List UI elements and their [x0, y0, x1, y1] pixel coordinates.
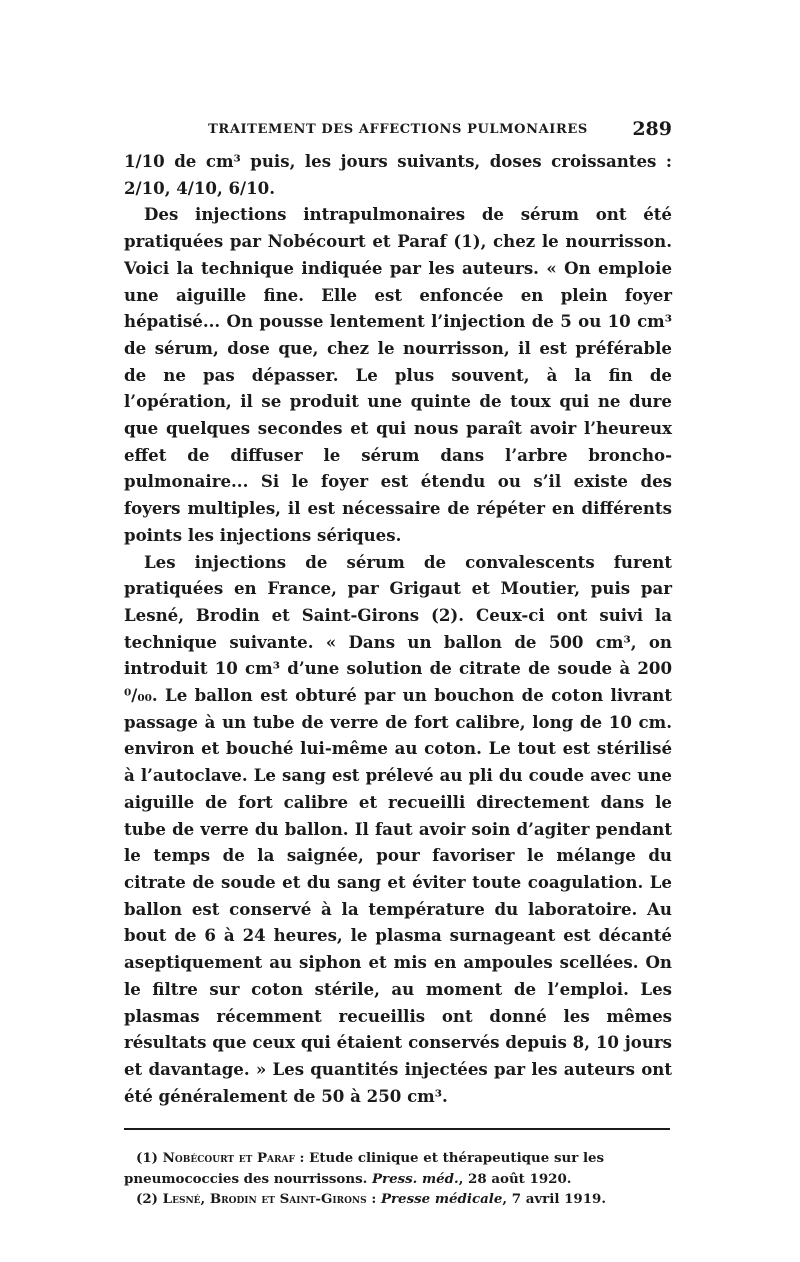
- page: [124, 118, 672, 1210]
- footnote-1-date: , 28 août 1920.: [458, 1170, 572, 1187]
- footnote-2-journal: Presse médicale: [380, 1191, 503, 1208]
- footnote-2-text: :: [366, 1191, 381, 1208]
- paragraph-continuation: 1/10 de cm³ puis, les jours suivants, doses croissantes : 2/10, 4/10, 6/10.: [124, 151, 672, 198]
- footnote-rule: [124, 1128, 670, 1130]
- footnote-1-authors: Nobécourt et Paraf: [162, 1150, 295, 1167]
- footnotes: [124, 1148, 672, 1210]
- footnote-1-mark: (1): [136, 1150, 158, 1167]
- body-text: [124, 148, 672, 1109]
- page-number: 289: [632, 118, 672, 140]
- footnote-2: [124, 1189, 672, 1210]
- paragraph-convalescent-serum: Les injections de sérum de convalescents furent pratiquées en France, par Grigaut et Moutier, puis par Lesné, Brodin et Saint-Girons (2). Ceux-ci ont suivi la technique suivante. « Dans un ballon de 500 cm³, on introduit 10 cm³ d’une solution de citrate de soude à 200 ⁰/₀₀. Le ballon est obturé par un bouchon de coton livrant passage à un tube de verre de fort calibre, long de 10 cm. environ et bouché lui-même au coton. Le tout est stérilisé à l’autoclave. Le sang est prélevé au pli du coude avec une aiguille de fort calibre et recueilli directement dans le tube de verre du ballon. Il faut avoir soin d’agiter pendant le temps de la saignée, pour favoriser le mélange du citrate de soude et du sang et éviter toute coagulation. Le ballon est conservé à la température du laboratoire. Au bout de 6 à 24 heures, le plasma surnageant est décanté aseptiquement au siphon et mis en ampoules scellées. On le filtre sur coton stérile, au moment de l’emploi. Les plasmas récemment recueillis ont donné les mêmes résultats que ceux qui étaient conservés depuis 8, 10 jours et davantage. » Les quantités injectées par les auteurs ont été généralement de 50 à 250 cm³.: [124, 551, 672, 1106]
- footnote-2-date: , 7 avril 1919.: [502, 1191, 607, 1208]
- footnote-2-authors: Lesné, Brodin et Saint-Girons: [162, 1191, 367, 1208]
- footnote-2-mark: (2): [136, 1191, 158, 1208]
- footnote-1: [124, 1148, 672, 1189]
- running-head: [124, 118, 672, 140]
- running-title: TRAITEMENT DES AFFECTIONS PULMONAIRES: [208, 122, 588, 137]
- footnote-1-journal: Press. méd.: [371, 1170, 459, 1187]
- paragraph-intrapulmonary-injections: Des injections intrapulmonaires de sérum ont été pratiquées par Nobécourt et Paraf (1), chez le nourrisson. Voici la technique indiquée par les auteurs. « On emploie une aiguille fine. Elle est enfoncée en plein foyer hépatisé... On pousse lentement l’injection de 5 ou 10 cm³ de sérum, dose que, chez le nourrisson, il est préférable de ne pas dépasser. Le plus souvent, à la fin de l’opération, il se produit une quinte de toux qui ne dure que quelques secondes et qui nous paraît avoir l’heureux effet de diffuser le sérum dans l’arbre broncho-pulmonaire... Si le foyer est étendu ou s’il existe des foyers multiples, il est nécessaire de répéter en différents points les injections sériques.: [124, 204, 672, 545]
- footnote-1-text: : Etude clinique et thérapeutique sur les pneumococcies des nourrissons.: [124, 1150, 605, 1187]
